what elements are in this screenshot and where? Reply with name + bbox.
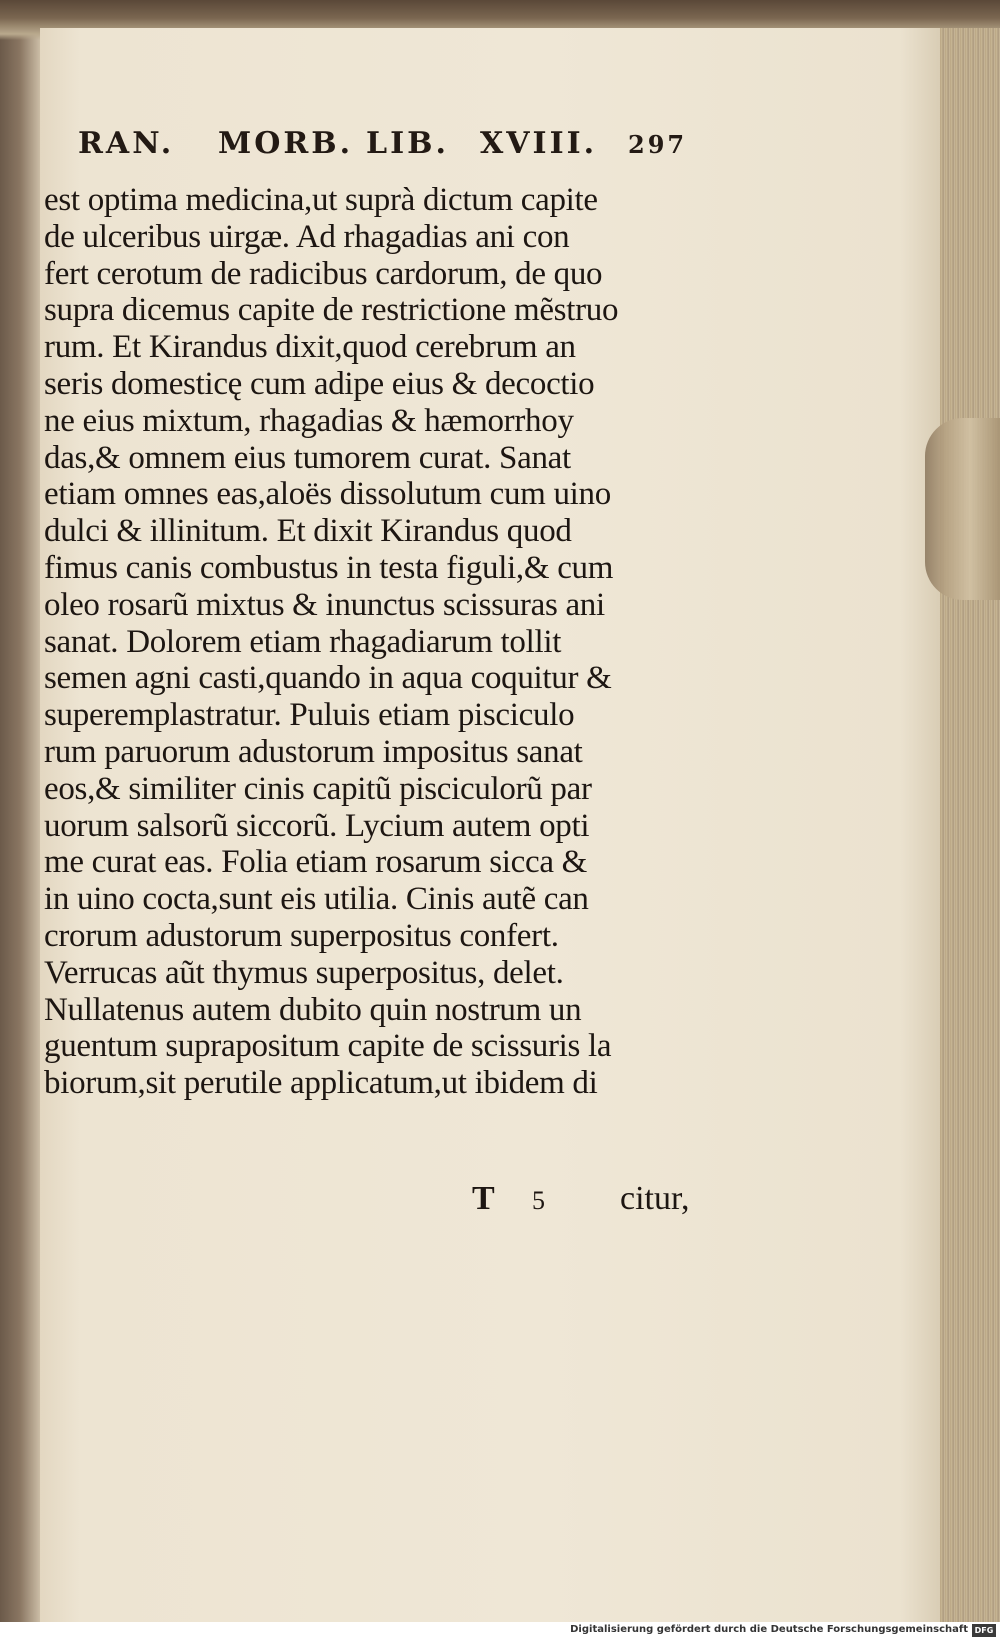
text-line: supra dicemus capite de restrictione mẽstruo [44, 292, 619, 329]
text-line: dulci & illinitum. Et dixit Kirandus quod [44, 513, 572, 550]
header-part-3: LIB. [366, 126, 449, 161]
text-line: etiam omnes eas,aloës dissolutum cum uino [44, 476, 611, 513]
text-line: est optima medicina,ut suprà dictum capite [44, 182, 598, 218]
dfg-logo: DFG [972, 1624, 996, 1637]
text-line: oleo rosarũ mixtus & inunctus scissuras ani [44, 586, 605, 623]
text-line: semen agni casti,quando in aqua coquitur & [44, 660, 612, 697]
text-line: guentum suprapositum capite de scissuris la [44, 1028, 612, 1065]
text-line: me curat eas. Folia etiam rosarum sicca & [44, 844, 587, 881]
text-line: Verrucas aũt thymus superpositus, delet. [44, 954, 564, 991]
text-line: Nullatenus autem dubito quin nostrum un [44, 991, 582, 1028]
text-line: biorum,sit perutile applicatum,ut ibidem di [44, 1065, 598, 1102]
text-line: de ulceribus uirgæ. Ad rhagadias ani con [44, 218, 570, 255]
text-line: rum. Et Kirandus dixit,quod cerebrum an [44, 329, 576, 366]
header-part-1: RAN. [78, 126, 175, 161]
text-line: crorum adustorum superpositus confert. [44, 917, 559, 954]
page-number: 297 [628, 130, 688, 159]
funding-credit: Digitalisierung gefördert durch die Deutsche Forschungsgemeinschaft [570, 1624, 968, 1635]
bookmark-tab [925, 418, 1000, 600]
running-header [78, 126, 718, 176]
footer-bar [0, 1622, 1000, 1640]
text-line: eos,& similiter cinis capitũ pisciculorũ par [44, 770, 592, 807]
body-text [44, 182, 724, 1102]
text-line: das,& omnem eius tumorem curat. Sanat [44, 439, 571, 476]
text-line: in uino cocta,sunt eis utilia. Cinis autẽ can [44, 881, 589, 918]
text-line: seris domesticę cum adipe eius & decoctio [44, 365, 595, 402]
text-line: ne eius mixtum, rhagadias & hæmorrhoy [44, 402, 574, 439]
signature-mark-2: 5 [532, 1186, 545, 1215]
header-part-4: XVIII. [480, 126, 598, 161]
header-part-2: MORB. [218, 126, 354, 161]
signature-mark-1: T [472, 1180, 495, 1217]
page-edges [940, 28, 1000, 1624]
text-line: rum paruorum adustorum impositus sanat [44, 733, 583, 770]
catchword: citur, [620, 1180, 690, 1217]
text-line: uorum salsorũ siccorũ. Lycium autem opti [44, 807, 590, 844]
text-line: superemplastratur. Puluis etiam pisciculo [44, 697, 575, 734]
text-line: fert cerotum de radicibus cardorum, de quo [44, 255, 603, 292]
text-line: sanat. Dolorem etiam rhagadiarum tollit [44, 623, 562, 660]
text-line: fimus canis combustus in testa figuli,& cum [44, 549, 614, 586]
